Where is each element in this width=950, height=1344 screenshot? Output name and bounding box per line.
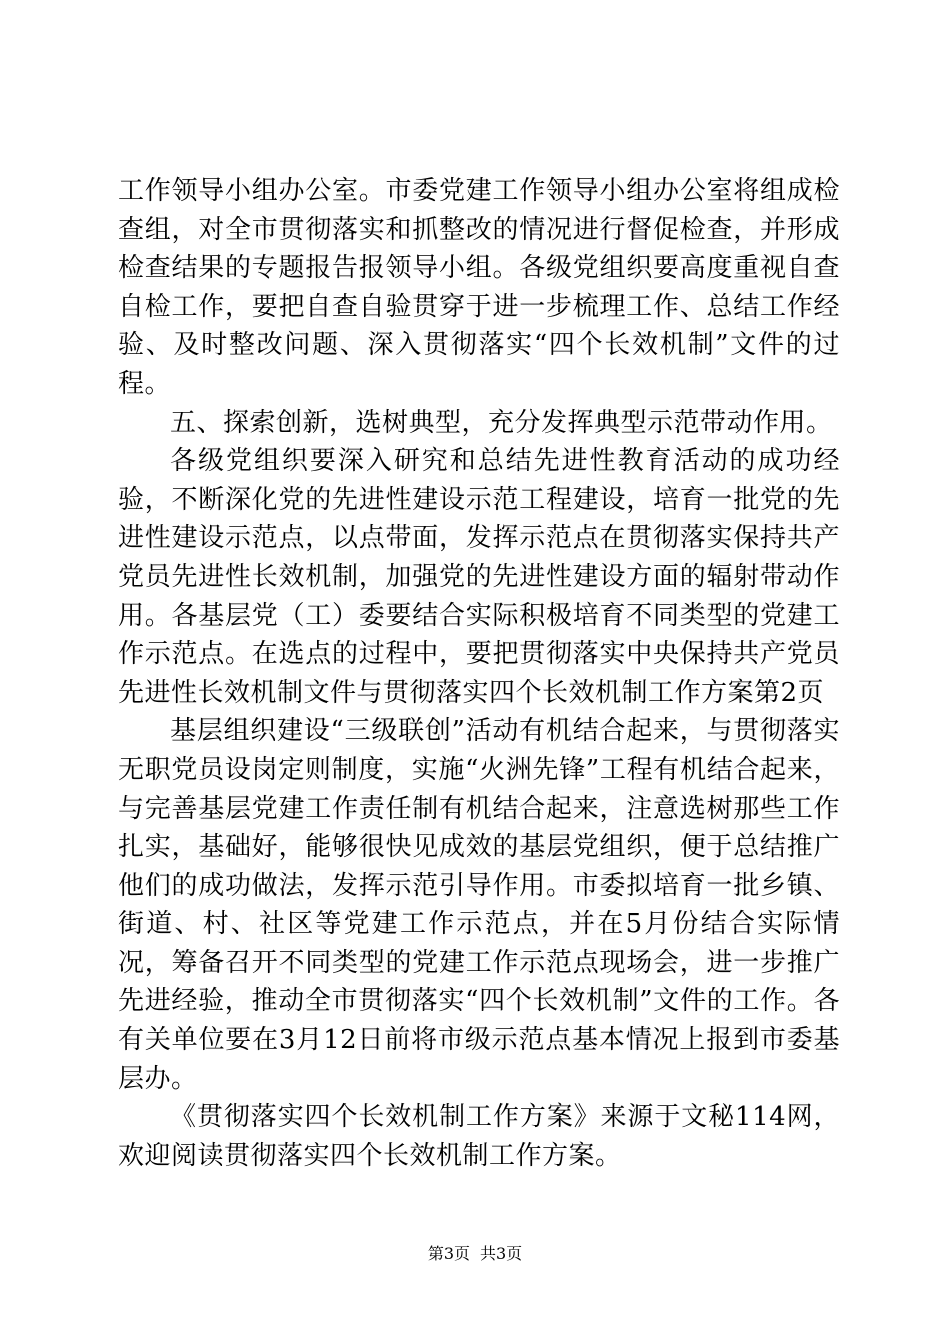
page-footer [0,1244,950,1264]
paragraph-5: 《贯彻落实四个长效机制工作方案》来源于文秘114网，欢迎阅读贯彻落实四个长效机制工作方案。 [118,1102,840,1171]
paragraph-4: 基层组织建设“三级联创”活动有机结合起来，与贯彻落实无职党员设岗定则制度，实施“火洲先锋”工程有机结合起来，与完善基层党建工作责任制有机结合起来，注意选树那些工作扎实，基础好，能够很快见成效的基层党组织，便于总结推广他们的成功做法，发挥示范引导作用。市委拟培育一批乡镇、街道、村、社区等党建工作示范点，并在5月份结合实际情况，筹备召开不同类型的党建工作示范点现场会，进一步推广先进经验，推动全市贯彻落实“四个长效机制”文件的工作。各有关单位要在3月12日前将市级示范点基本情况上报到市委基层办。 [118,716,840,1094]
page-number: 第3页 [427,1244,470,1263]
document-body [118,172,840,1175]
paragraph-3: 各级党组织要深入研究和总结先进性教育活动的成功经验，不断深化党的先进性建设示范工程建设，培育一批党的先进性建设示范点，以点带面，发挥示范点在贯彻落实保持共产党员先进性长效机制，加强党的先进性建设方面的辐射带动作用。各基层党（工）委要结合实际积极培育不同类型的党建工作示范点。在选点的过程中，要把贯彻落实中央保持共产党员先进性长效机制文件与贯彻落实四个长效机制工作方案第2页 [118,446,840,708]
page-total: 共3页 [480,1244,523,1263]
paragraph-1: 工作领导小组办公室。市委党建工作领导小组办公室将组成检查组，对全市贯彻落实和抓整改的情况进行督促检查，并形成检查结果的专题报告报领导小组。各级党组织要高度重视自查自检工作，要把自查自验贯穿于进一步梳理工作、总结工作经验、及时整改问题、深入贯彻落实“四个长效机制”文件的过程。 [118,176,840,399]
section-heading-five: 五、探索创新，选树典型，充分发挥典型示范带动作用。 [170,407,833,438]
